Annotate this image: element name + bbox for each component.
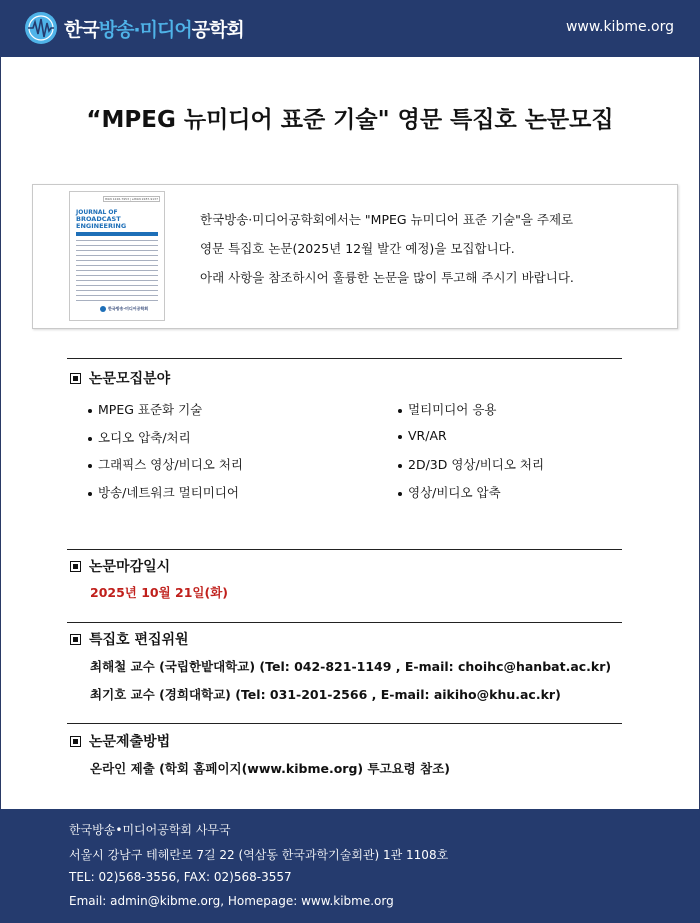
journal-name [76,209,164,230]
field-item-label: 2D/3D 영상/비디오 처리 [408,457,545,472]
intro-line: 한국방송·미디어공학회에서는 "MPEG 뉴미디어 표준 기술"을 주제로 [200,212,574,227]
logo-text [64,15,244,42]
logo-brand-2: 방송·미디어 [98,18,192,41]
field-item [398,483,501,501]
society-logo[interactable] [24,11,244,45]
field-item [88,428,191,446]
header-bar [0,0,700,57]
submission-method: 온라인 제출 (학회 홈페이지(www.kibme.org) 투고요령 참조) [90,761,450,776]
section-divider [67,549,622,550]
bullet-icon [398,409,402,413]
journal-cover-image [69,191,165,321]
bullet-icon [398,492,402,496]
intro-line: 아래 사항을 참조하시어 훌륭한 논문을 많이 투고해 주시기 바랍니다. [200,270,574,285]
square-bullet-icon [70,736,81,747]
deadline-date: 2025년 10월 21일(화) [90,585,229,600]
page-title: “MPEG 뉴미디어 표준 기술" 영문 특집호 논문모집 [86,107,614,133]
footer-contact[interactable]: Email: admin@kibme.org, Homepage: www.kibme.org [69,894,394,908]
section-heading-editors [70,629,189,649]
field-item [398,428,447,443]
field-item [88,483,239,501]
bullet-icon [88,437,92,441]
editor-entry: 최기호 교수 (경희대학교) (Tel: 031-201-2566 , E-mail: aikiho@khu.ac.kr) [90,687,561,702]
bullet-icon [88,464,92,468]
field-item-label: 방송/네트워크 멀티미디어 [98,485,240,500]
logo-brand-1: 한국 [64,18,99,41]
section-heading-text: 특집호 편집위원 [89,632,189,648]
journal-publisher: 한국방송·미디어공학회 [108,306,149,311]
bullet-icon [88,409,92,413]
field-item-label: 영상/비디오 압축 [408,485,501,500]
footer-office: 한국방송•미디어공학회 사무국 [69,823,231,837]
footer-phone: TEL: 02)568-3556, FAX: 02)568-3557 [69,870,292,884]
waveform-circle-icon [24,11,58,45]
field-item [88,400,202,418]
square-bullet-icon [70,561,81,572]
field-item-label: 멀티미디어 응용 [408,402,497,417]
field-item [398,400,497,418]
bullet-icon [398,464,402,468]
footer-address: 서울시 강남구 테헤란로 7길 22 (역삼동 한국과학기술회관) 1관 1108호 [69,848,449,862]
bullet-icon [398,435,402,439]
section-heading-fields [70,368,170,388]
section-divider [67,622,622,623]
bullet-icon [88,492,92,496]
square-bullet-icon [70,634,81,645]
section-heading-text: 논문마감일시 [89,559,171,575]
square-bullet-icon [70,373,81,384]
section-divider [67,358,622,359]
intro-line: 영문 특집호 논문(2025년 12월 발간 예정)을 모집합니다. [200,241,515,256]
footer-bar [0,809,700,923]
field-item-label: 오디오 압축/처리 [98,430,191,445]
journal-toc-lines [76,240,158,305]
journal-band [76,232,158,236]
journal-publisher-logo [100,306,148,312]
site-url-link[interactable]: www.kibme.org [565,19,674,35]
section-heading-text: 논문모집분야 [89,371,171,387]
logo-brand-3: 공학회 [191,18,244,41]
journal-issn: ISSN 1226-7953 | eISSN 2287-9137 [104,197,158,201]
field-item-label: VR/AR [408,428,447,443]
section-divider [67,723,622,724]
field-item-label: 그래픽스 영상/비디오 처리 [98,457,243,472]
section-heading-submission [70,731,170,751]
journal-name-line2: BROADCAST ENGINEERING [76,215,127,230]
journal-name-line1: JOURNAL OF [76,209,118,216]
field-item [88,455,243,473]
field-item-label: MPEG 표준화 기술 [98,402,203,417]
intro-text [200,205,670,292]
intro-box [32,184,678,329]
section-heading-deadline [70,556,170,576]
field-item [398,455,544,473]
section-heading-text: 논문제출방법 [89,734,171,750]
editor-entry: 최해철 교수 (국립한밭대학교) (Tel: 042-821-1149 , E-mail: choihc@hanbat.ac.kr) [90,659,612,674]
